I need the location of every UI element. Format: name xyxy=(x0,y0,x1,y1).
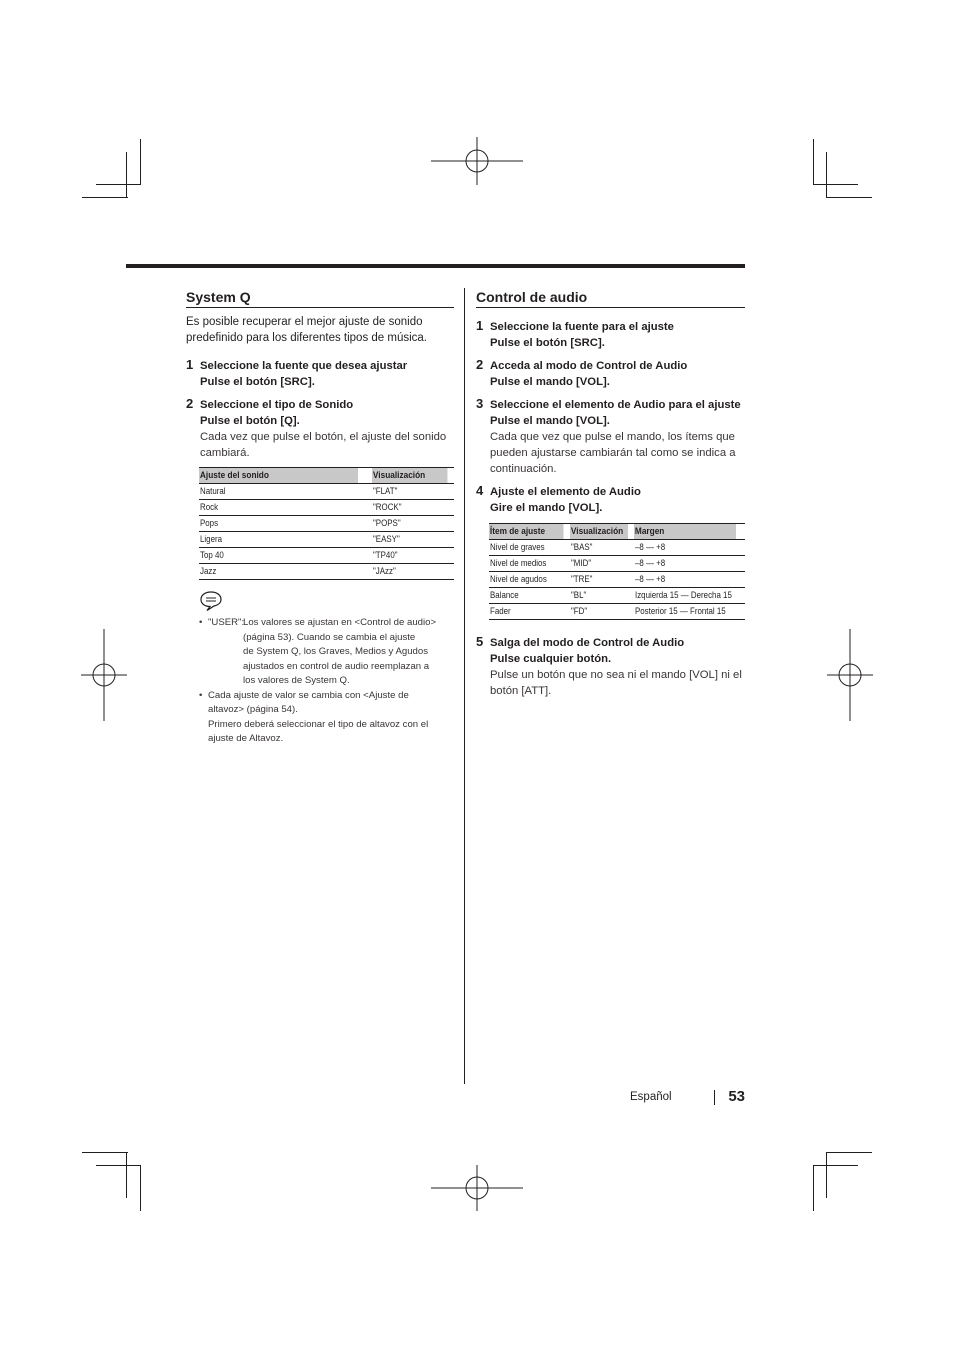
table-row xyxy=(489,604,745,620)
crop-mark xyxy=(826,1152,872,1153)
crop-mark xyxy=(813,184,858,185)
table-cell: "TP40" xyxy=(373,550,398,560)
table-row xyxy=(199,548,454,564)
table-cell: Natural xyxy=(200,486,226,496)
step-description: Cada que vez que pulse el mando, los ítems que pueden ajustarse cambiarán tal como se indica a continuación. xyxy=(490,431,736,475)
step-action: Pulse el botón [Q]. xyxy=(200,415,300,427)
step-action: Pulse el mando [VOL]. xyxy=(490,415,610,427)
page-footer xyxy=(630,1088,748,1108)
step-number: 5 xyxy=(476,634,484,649)
step-heading: Seleccione el elemento de Audio para el ajuste xyxy=(490,399,741,411)
table-row xyxy=(489,540,745,556)
note-item xyxy=(186,616,454,689)
table-cell: Nivel de graves xyxy=(490,542,545,552)
table-cell: Nivel de agudos xyxy=(490,574,547,584)
step-action: Pulse cualquier botón. xyxy=(490,653,612,665)
footer-divider xyxy=(714,1090,715,1105)
step-heading: Seleccione la fuente que desea ajustar xyxy=(200,360,408,372)
registration-mark-icon xyxy=(81,629,127,721)
step-number: 2 xyxy=(476,357,484,372)
crop-mark xyxy=(140,1165,141,1211)
audio-items-table xyxy=(489,523,745,620)
table-cell: Posterior 15 — Frontal 15 xyxy=(634,606,726,616)
table-cell: "BAS" xyxy=(571,542,593,552)
step-heading: Seleccione el tipo de Sonido xyxy=(200,399,354,411)
note-speech-bubble-icon xyxy=(199,590,223,612)
note-item xyxy=(186,689,454,747)
table-header: Visualización xyxy=(570,524,628,540)
system-q-section xyxy=(186,288,454,747)
step-4 xyxy=(476,484,745,516)
table-cell: "JAzz" xyxy=(373,566,396,576)
step-number: 4 xyxy=(476,483,484,498)
column-divider xyxy=(464,288,465,1084)
step-action: Pulse el mando [VOL]. xyxy=(490,376,610,388)
table-cell: Top 40 xyxy=(200,550,224,560)
crop-mark xyxy=(126,1152,127,1198)
note-line: de System Q, los Graves, Medios y Agudos xyxy=(243,646,429,657)
table-header-row xyxy=(489,524,745,540)
crop-mark xyxy=(813,139,814,185)
table-cell: Jazz xyxy=(200,566,217,576)
table-row xyxy=(489,556,745,572)
step-3 xyxy=(476,397,745,477)
step-number: 1 xyxy=(186,357,194,372)
table-cell: –8 — +8 xyxy=(634,542,666,552)
bullet-icon: • xyxy=(199,689,203,701)
table-cell: –8 — +8 xyxy=(634,574,666,584)
crop-mark xyxy=(140,139,141,185)
step-number: 1 xyxy=(476,318,484,333)
section-title: Control de audio xyxy=(476,288,745,308)
step-5 xyxy=(476,635,745,699)
step-2 xyxy=(476,358,745,390)
table-cell: "BL" xyxy=(571,590,587,600)
step-action: Pulse el botón [SRC]. xyxy=(490,337,605,349)
table-header-row xyxy=(199,468,454,484)
step-1 xyxy=(186,358,454,390)
note-line: ajuste de Altavoz. xyxy=(208,733,284,744)
note-line: altavoz> (página 54). xyxy=(208,704,298,715)
sound-settings-table xyxy=(199,467,454,580)
audio-control-section xyxy=(476,288,745,699)
table-cell: Rock xyxy=(200,502,219,512)
step-number: 3 xyxy=(476,396,484,411)
table-cell: Balance xyxy=(490,590,519,600)
note-line: los valores de System Q. xyxy=(243,675,350,686)
step-number: 2 xyxy=(186,396,194,411)
table-header: Visualización xyxy=(372,468,447,484)
step-action: Pulse el botón [SRC]. xyxy=(200,376,315,388)
table-header: Margen xyxy=(634,524,736,540)
table-row xyxy=(199,484,454,500)
table-cell: "POPS" xyxy=(373,518,401,528)
table-cell: "FD" xyxy=(571,606,588,616)
step-description: Pulse un botón que no sea ni el mando [VOL] ni el botón [ATT]. xyxy=(490,669,742,697)
header-rule xyxy=(126,264,745,268)
table-row xyxy=(489,588,745,604)
step-heading: Salga del modo de Control de Audio xyxy=(490,637,685,649)
table-row xyxy=(199,516,454,532)
step-heading: Ajuste el elemento de Audio xyxy=(490,486,641,498)
note-line: ajustados en control de audio reemplazan a xyxy=(243,660,430,672)
intro-paragraph: Es posible recuperar el mejor ajuste de sonido predefinido para los diferentes tipos de música. xyxy=(186,316,428,344)
section-title: System Q xyxy=(186,288,454,308)
crop-mark xyxy=(826,1152,827,1198)
crop-mark xyxy=(826,152,827,198)
crop-mark xyxy=(826,197,872,198)
registration-mark-icon xyxy=(827,629,873,721)
note-label: "USER": xyxy=(208,617,245,628)
step-1 xyxy=(476,319,745,351)
note-line: Primero deberá seleccionar el tipo de altavoz con el xyxy=(208,718,429,730)
table-cell: Fader xyxy=(490,606,511,616)
crop-mark xyxy=(126,152,127,198)
table-header: Ajuste del sonido xyxy=(199,468,358,484)
table-cell: "EASY" xyxy=(373,534,400,544)
notes-list xyxy=(186,616,454,747)
page-number: 53 xyxy=(728,1088,745,1105)
table-row xyxy=(199,564,454,580)
table-row xyxy=(489,572,745,588)
crop-mark xyxy=(96,184,141,185)
table-cell: Nivel de medios xyxy=(490,558,547,568)
crop-mark xyxy=(96,1165,141,1166)
table-cell: "FLAT" xyxy=(373,486,398,496)
table-cell: "MID" xyxy=(571,558,592,568)
crop-mark xyxy=(813,1165,814,1211)
step-description: Cada vez que pulse el botón, el ajuste del sonido cambiará. xyxy=(200,431,447,459)
table-header: Ítem de ajuste xyxy=(489,524,564,540)
table-cell: "ROCK" xyxy=(373,502,402,512)
note-line: Cada ajuste de valor se cambia con <Ajuste de xyxy=(208,689,409,701)
note-line: (página 53). Cuando se cambia el ajuste xyxy=(243,631,416,643)
table-cell: Izquierda 15 — Derecha 15 xyxy=(634,590,732,600)
crop-mark xyxy=(813,1165,858,1166)
bullet-icon: • xyxy=(199,617,203,628)
footer-language: Español xyxy=(630,1091,672,1103)
step-heading: Seleccione la fuente para el ajuste xyxy=(490,321,674,333)
step-action: Gire el mando [VOL]. xyxy=(490,502,603,514)
table-cell: –8 — +8 xyxy=(634,558,666,568)
registration-mark-icon xyxy=(431,1165,523,1211)
crop-mark xyxy=(82,197,128,198)
table-cell: "TRE" xyxy=(571,574,593,584)
registration-mark-icon xyxy=(431,137,523,185)
note-icon-wrap xyxy=(186,590,454,616)
note-line: Los valores se ajustan en <Control de audio> xyxy=(243,617,437,628)
table-cell: Pops xyxy=(200,518,219,528)
crop-mark xyxy=(82,1152,128,1153)
table-row xyxy=(199,500,454,516)
table-cell: Ligera xyxy=(200,534,223,544)
table-row xyxy=(199,532,454,548)
step-2 xyxy=(186,397,454,461)
step-heading: Acceda al modo de Control de Audio xyxy=(490,360,688,372)
